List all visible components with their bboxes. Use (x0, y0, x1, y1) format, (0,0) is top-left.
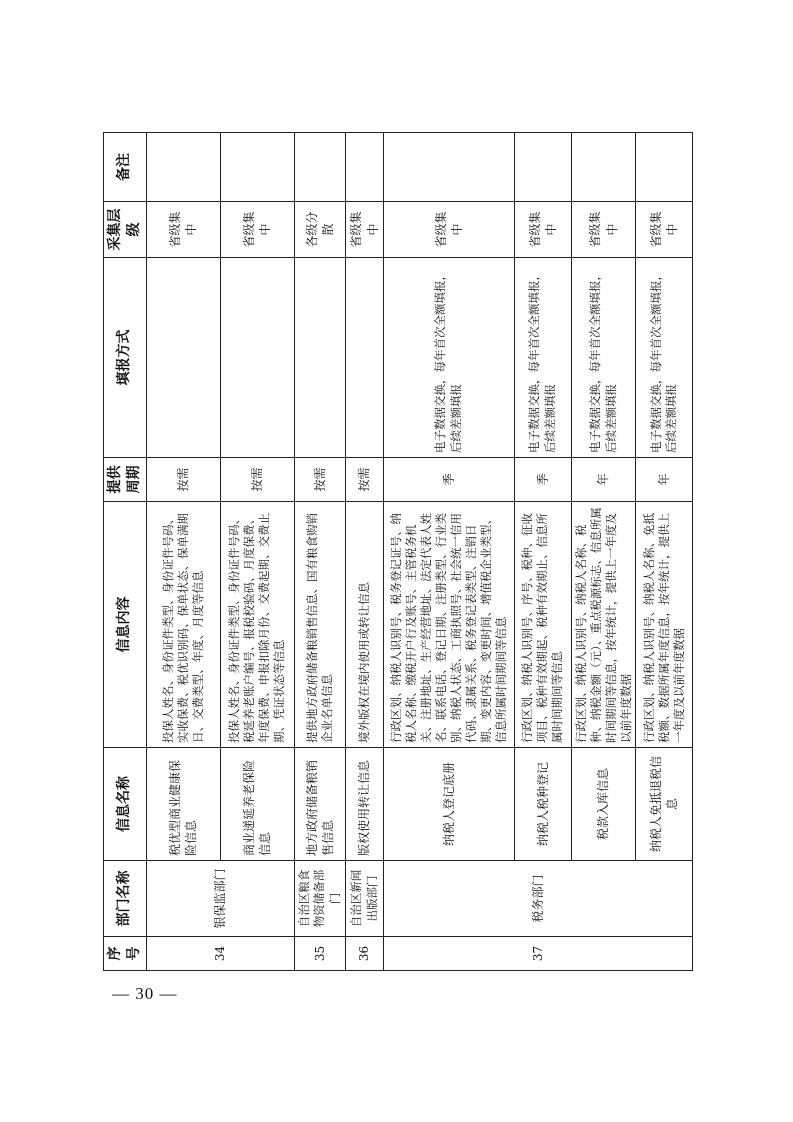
info-name-cell: 税优型商业健康保险信息 (146, 748, 220, 861)
note-cell (294, 133, 346, 202)
table-row (636, 133, 693, 971)
level-cell: 省级集中 (571, 202, 636, 258)
method-cell (294, 258, 346, 458)
info-name-cell: 版权使用转让信息 (346, 748, 383, 861)
info-name-cell: 纳税人税种登记 (514, 748, 571, 861)
note-cell (146, 133, 220, 202)
content-cell: 行政区划、纳税人识别号、税务登记证号、纳税人名称、缴税开户行及账号、主管税务机关、注册地址、生产经营地址、法定代表人姓名、联系电话、登记日期、注册类型、行业类别、纳税人状态、工商执照号、社会统一信用代码、隶属关系、税务登记表类型、注销日期、变更内容、变更时间、增值税企业类型、信息所属时间期间等信息 (383, 502, 514, 748)
period-cell: 按需 (294, 458, 346, 502)
content-cell: 投保人姓名、身份证件类型、身份证件号码、税延养老账户编号、报税校验码、月度保费、年度保费、申报扣除月份、交费起期、交费止期、凭证状态等信息 (220, 502, 294, 748)
table-frame (103, 133, 687, 971)
table-row (383, 133, 514, 971)
table-row (514, 133, 571, 971)
table-row (294, 133, 346, 971)
content-cell: 行政区划、纳税人识别号、纳税人名称、税种、纳税金额（元）、重点税源标志、信息所属时间期间等信息，按年统计，提供上一年度及以前年度数据 (571, 502, 636, 748)
method-cell (220, 258, 294, 458)
info-name-cell: 纳税人免抵退税信息 (636, 748, 693, 861)
note-cell (571, 133, 636, 202)
dept-cell: 税务部门 (383, 861, 693, 937)
header-content: 信息内容 (104, 502, 147, 748)
page-number: — 30 — (112, 984, 178, 1003)
period-cell: 年 (636, 458, 693, 502)
level-cell: 省级集中 (514, 202, 571, 258)
level-cell: 省级集中 (383, 202, 514, 258)
seq-cell: 35 (294, 937, 346, 971)
period-cell: 季 (514, 458, 571, 502)
seq-cell: 37 (383, 937, 693, 971)
content-cell: 投保人姓名、身份证件类型、身份证件号码、实收保费、税优识别码、保单状态、保单满期日、交费类型、年度、月度等信息 (146, 502, 220, 748)
period-cell: 季 (383, 458, 514, 502)
info-table (103, 132, 693, 971)
method-cell: 电子数据交换，每年首次全额填报，后续差额填报 (514, 258, 571, 458)
seq-cell: 34 (146, 937, 294, 971)
content-cell: 境外版权在境内使用或转让信息 (346, 502, 383, 748)
header-dept: 部门名称 (104, 861, 147, 937)
table-row (146, 133, 220, 971)
level-cell: 省级集中 (146, 202, 220, 258)
period-cell: 按需 (220, 458, 294, 502)
method-cell (146, 258, 220, 458)
content-cell: 行政区划、纳税人识别号、纳税人名称、免抵税额、数据所属年度信息，按年统计，提供上一年度及以前年度数据 (636, 502, 693, 748)
note-cell (346, 133, 383, 202)
content-cell: 行政区划、纳税人识别号、序号、税种、征收项目、税种有效期起、税种有效期止、信息所属时间期间等信息 (514, 502, 571, 748)
header-seq: 序号 (104, 937, 147, 971)
period-cell: 按需 (346, 458, 383, 502)
info-name-cell: 地方政府储备粮销售信息 (294, 748, 346, 861)
note-cell (636, 133, 693, 202)
method-cell: 电子数据交换，每年首次全额填报，后续差额填报 (571, 258, 636, 458)
table-row (571, 133, 636, 971)
level-cell: 省级集中 (636, 202, 693, 258)
header-info-name: 信息名称 (104, 748, 147, 861)
info-name-cell: 税款入库信息 (571, 748, 636, 861)
header-note: 备注 (104, 133, 147, 202)
info-name-cell: 纳税人登记底册 (383, 748, 514, 861)
period-cell: 年 (571, 458, 636, 502)
content-cell: 提供地方政府储备粮销售信息、国有粮食购销企业名单信息 (294, 502, 346, 748)
dept-cell: 自治区新闻出版部门 (346, 861, 383, 937)
method-cell (346, 258, 383, 458)
header-method: 填报方式 (104, 258, 147, 458)
method-cell: 电子数据交换，每年首次全额填报，后续差额填报 (383, 258, 514, 458)
level-cell: 省级集中 (346, 202, 383, 258)
table-header-row (104, 133, 147, 971)
note-cell (514, 133, 571, 202)
table-row (346, 133, 383, 971)
period-cell: 按需 (146, 458, 220, 502)
dept-cell: 自治区粮食物资储备部门 (294, 861, 346, 937)
seq-cell: 36 (346, 937, 383, 971)
level-cell: 各级分散 (294, 202, 346, 258)
method-cell: 电子数据交换，每年首次全额填报，后续差额填报 (636, 258, 693, 458)
rotated-table-container (103, 133, 687, 971)
note-cell (220, 133, 294, 202)
note-cell (383, 133, 514, 202)
info-name-cell: 商业递延养老保险信息 (220, 748, 294, 861)
header-level: 采集层级 (104, 202, 147, 258)
level-cell: 省级集中 (220, 202, 294, 258)
header-period: 提供周期 (104, 458, 147, 502)
table-row (220, 133, 294, 971)
dept-cell: 银保监部门 (146, 861, 294, 937)
